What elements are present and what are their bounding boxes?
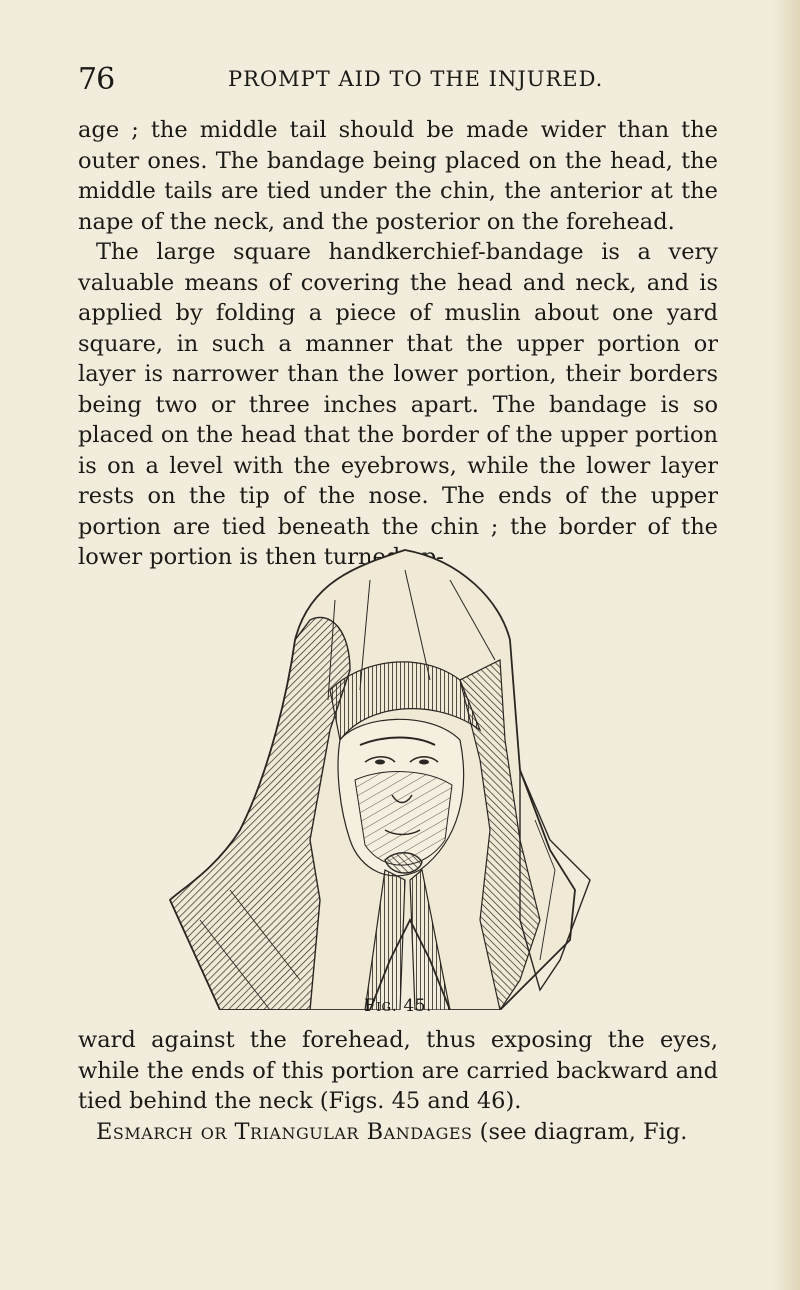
- figure-45: [160, 540, 650, 1010]
- body-text-bottom: [78, 1025, 718, 1147]
- paragraph-continuation-bottom: ward against the forehead, thus exposing the eyes, while the ends of this portion are carried backward and tied behind the neck (Figs. 45 and 46).: [78, 1027, 718, 1114]
- section-text: (see diagram, Fig.: [472, 1118, 688, 1145]
- figure-caption: Fig. 45.: [364, 996, 432, 1016]
- section-heading: Esmarch or Triangular Bandages: [96, 1118, 473, 1145]
- paragraph-handkerchief-bandage: The large square handkerchief-bandage is a very valuable means of covering the head and neck, and is applied by folding a piece of muslin about one yard square, in such a manner that the upper portion or layer is narrower than the lower portion, their borders being two or three inches apart. The bandage is so placed on the head that the border of the upper portion is on a level with the eyebrows, while the lower layer rests on the tip of the nose. The ends of the upper portion are tied beneath the chin ; the border of the lower portion is then turned up-: [78, 239, 718, 570]
- running-head: PROMPT AID TO THE INJURED.: [228, 67, 604, 91]
- head-bandage-illustration: [160, 540, 650, 1010]
- page-edge-shadow: [774, 0, 800, 1290]
- paragraph-continuation: age ; the middle tail should be made wider than the outer ones. The bandage being placed on the head, the middle tails are tied under the chin, the anterior at the nape of the neck, and the posterior on the forehead.: [78, 117, 718, 235]
- paragraph-esmarch: [78, 1117, 718, 1148]
- page-header: [78, 62, 718, 102]
- page-number: 76: [78, 62, 115, 97]
- body-text-top: [78, 115, 718, 573]
